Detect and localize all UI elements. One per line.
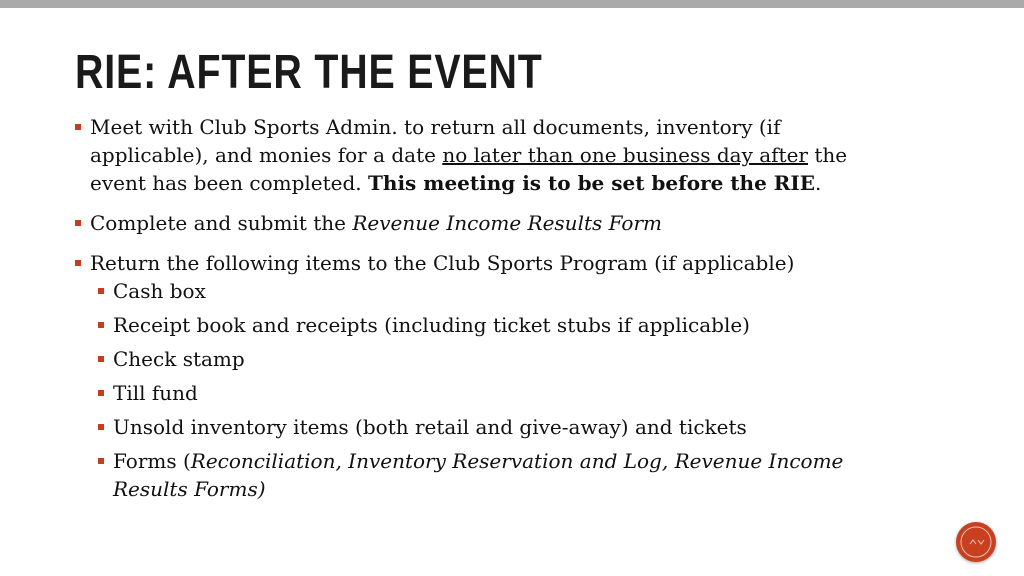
list-item-text: Check stamp [113, 347, 245, 371]
forms-text: Forms ( [113, 449, 191, 473]
bullet-marker [98, 424, 104, 430]
slide-navigation-button[interactable] [956, 522, 996, 562]
list-item [98, 311, 905, 339]
deadline-underlined-text: no later than one business day after [442, 143, 808, 167]
bullet-item-return-items [75, 249, 905, 277]
list-item [98, 277, 905, 305]
meeting-period: . [815, 171, 822, 195]
bullet-marker [98, 390, 104, 396]
list-item-text: Cash box [113, 279, 206, 303]
top-accent-bar [0, 0, 1024, 8]
slide-content [75, 113, 905, 509]
list-item-text: Receipt book and receipts (including ticket stubs if applicable) [113, 313, 750, 337]
list-item [98, 345, 905, 373]
forms-names-italic: Reconciliation, Inventory Reservation and Log, Revenue Income Results Forms) [113, 449, 844, 501]
submit-text: Complete and submit the [90, 211, 353, 235]
list-item-forms [98, 447, 905, 503]
meeting-bold-text: This meeting is to be set before the RIE [368, 171, 815, 195]
return-items-list [75, 277, 905, 503]
meeting-text: Meet with Club Sports Admin. to return all documents, inventory (if applicable), and monies for a date [90, 115, 781, 167]
list-item [98, 379, 905, 407]
form-name-italic: Revenue Income Results Form [352, 211, 662, 235]
bullet-marker [75, 124, 81, 130]
bullet-marker [75, 260, 81, 266]
bullet-marker [98, 356, 104, 362]
bullet-item-meeting [75, 113, 905, 197]
slide-navigation-icon [956, 522, 996, 562]
list-item-text: Unsold inventory items (both retail and give-away) and tickets [113, 415, 747, 439]
bullet-item-submit-form [75, 209, 905, 237]
bullet-marker [98, 458, 104, 464]
list-item [98, 413, 905, 441]
meeting-text-cont: the event has been completed. [90, 143, 848, 195]
bullet-marker [98, 288, 104, 294]
slide-title: RIE: AFTER THE EVENT [75, 46, 543, 99]
bullet-marker [98, 322, 104, 328]
bullet-marker [75, 220, 81, 226]
list-item-text: Till fund [113, 381, 198, 405]
return-text: Return the following items to the Club Sports Program (if applicable) [90, 251, 795, 275]
